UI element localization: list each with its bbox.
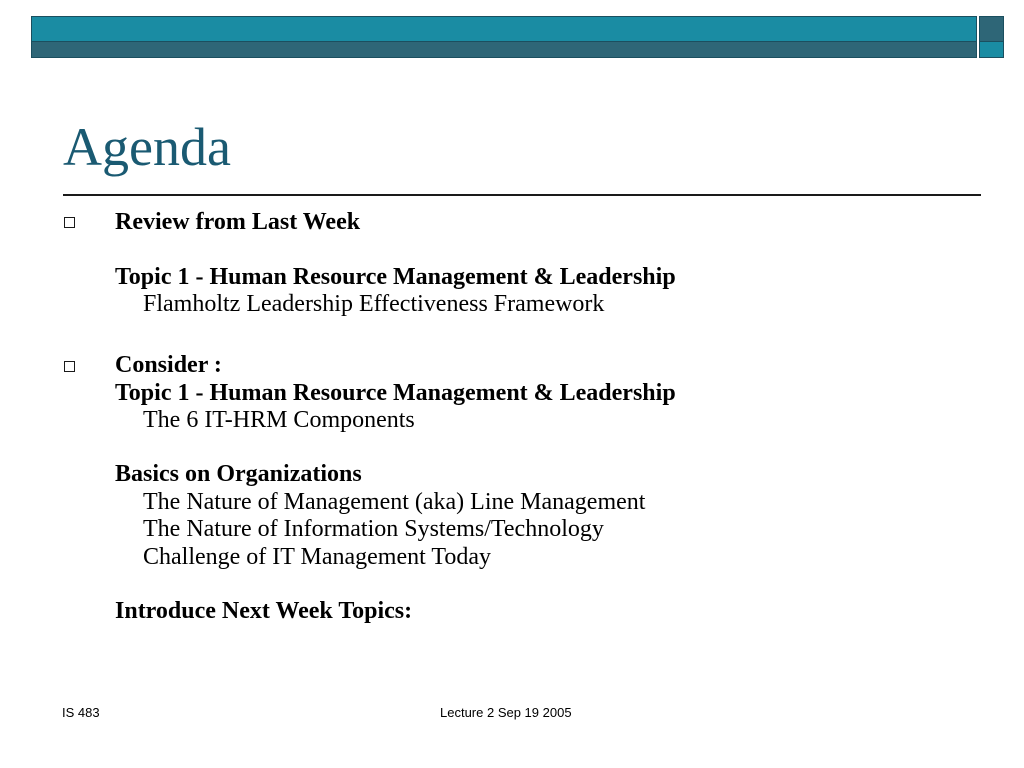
title-divider	[63, 194, 981, 196]
header-square-top	[979, 16, 1004, 42]
agenda-line: Introduce Next Week Topics:	[115, 598, 413, 624]
footer-course-code: IS 483	[62, 705, 100, 720]
agenda-subline: Challenge of IT Management Today	[143, 544, 491, 570]
agenda-line: Basics on Organizations	[115, 461, 362, 487]
bullet-square-icon	[64, 361, 75, 372]
agenda-subline: The 6 IT-HRM Components	[143, 407, 415, 433]
footer-lecture-date: Lecture 2 Sep 19 2005	[440, 705, 572, 720]
agenda-line: Review from Last Week	[115, 209, 361, 235]
slide-title: Agenda	[63, 117, 231, 177]
header-bar-bottom	[31, 42, 977, 58]
header-square-bottom	[979, 42, 1004, 58]
agenda-line: Topic 1 - Human Resource Management & Leadership	[115, 264, 676, 290]
agenda-line: Topic 1 - Human Resource Management & Leadership	[115, 380, 676, 406]
header-bar-top	[31, 16, 977, 42]
agenda-subline: The Nature of Management (aka) Line Management	[143, 489, 646, 515]
bullet-square-icon	[64, 217, 75, 228]
agenda-subline: The Nature of Information Systems/Technology	[143, 516, 604, 542]
agenda-subline: Flamholtz Leadership Effectiveness Framework	[143, 291, 605, 317]
agenda-line: Consider :	[115, 352, 222, 378]
